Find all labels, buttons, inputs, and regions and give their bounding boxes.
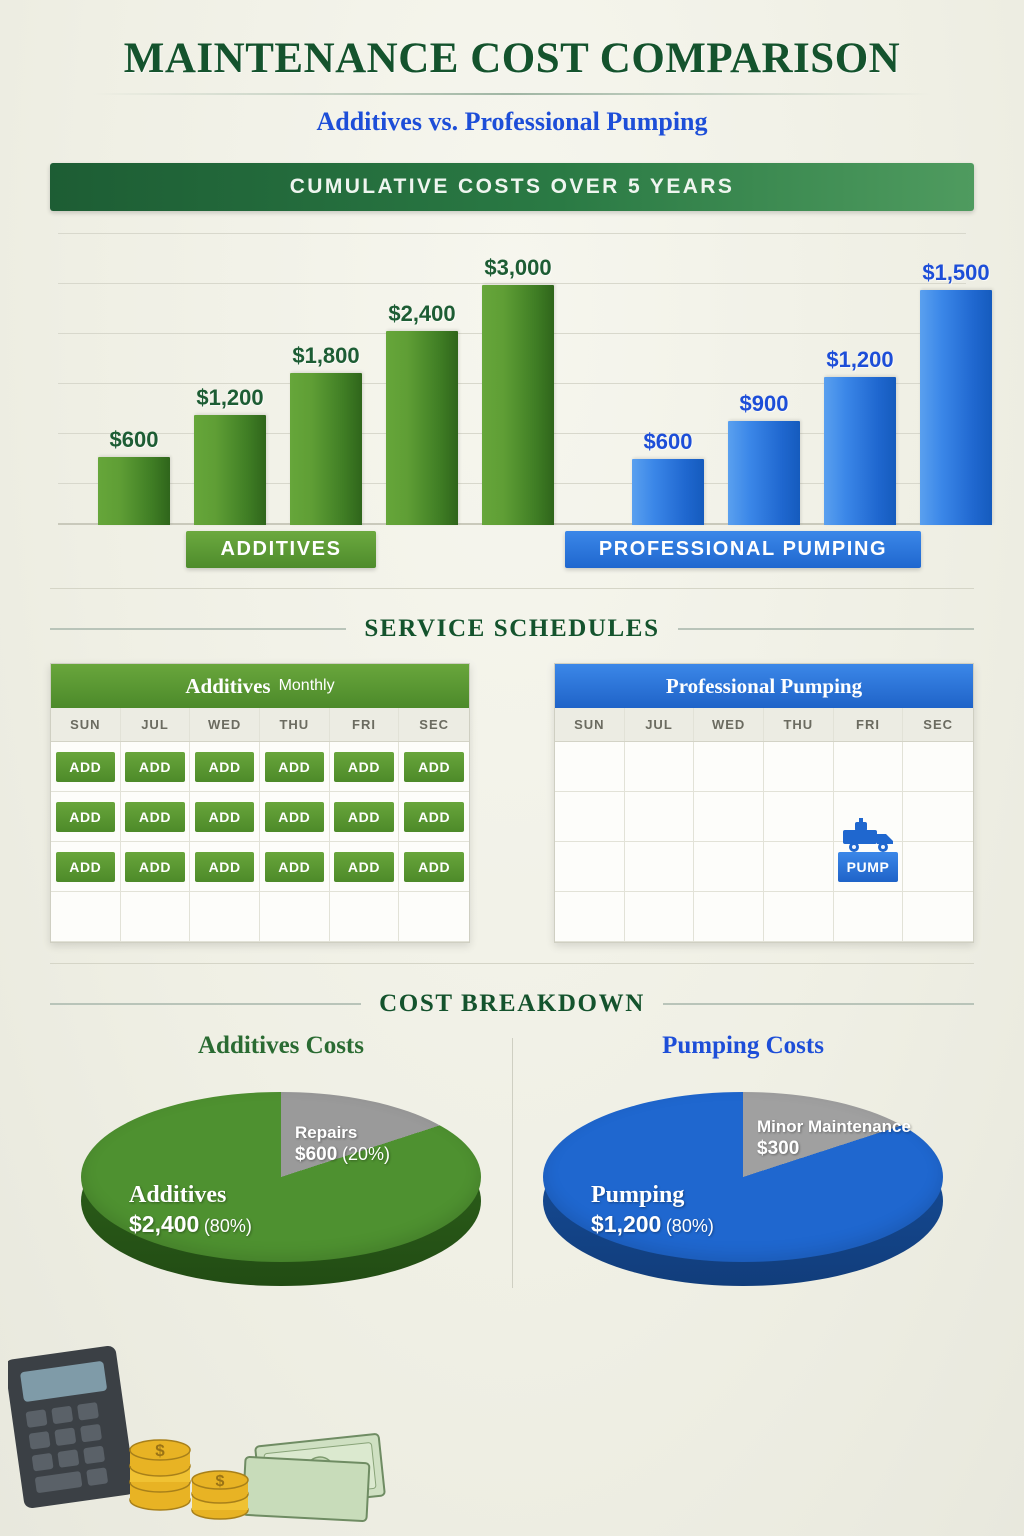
bar-pumping-year2 [728, 391, 800, 525]
calendar-cell-pump[interactable] [834, 842, 904, 892]
calendar-cell[interactable] [190, 842, 260, 892]
add-chip[interactable]: ADD [125, 752, 184, 782]
calendar-cell[interactable] [51, 842, 121, 892]
pie-slice-label-repairs [295, 1122, 390, 1167]
bar-additives-year2 [194, 385, 266, 525]
bar-additives-year1 [98, 427, 170, 525]
bar-slot [716, 225, 812, 525]
cost-breakdown-pies [50, 1032, 974, 1292]
calculator-icon [8, 1345, 136, 1509]
svg-text:$: $ [155, 1441, 165, 1460]
legend-item-pumping: PROFESSIONAL PUMPING [565, 531, 921, 568]
bar-value-label: $2,400 [388, 301, 456, 326]
pie-title: Pumping Costs [662, 1032, 824, 1059]
calendar-cell[interactable] [330, 792, 400, 842]
money-props-illustration [8, 1332, 388, 1522]
calendar-cell[interactable] [399, 842, 469, 892]
calendar-cell[interactable] [764, 892, 834, 942]
bar-value-label: $1,200 [196, 385, 264, 410]
calendar-cell[interactable] [903, 792, 973, 842]
pie-slice-percent: (20%) [342, 1144, 391, 1165]
add-chip[interactable]: ADD [404, 752, 464, 782]
calendar-cell[interactable] [121, 792, 191, 842]
calendar-cell[interactable] [625, 792, 695, 842]
pie-chart-additives [81, 1072, 481, 1292]
pie-slice-name: Additives [129, 1182, 227, 1208]
bar-slot [86, 225, 182, 525]
pie-slice-label-additives [129, 1180, 252, 1239]
add-chip[interactable]: ADD [334, 802, 393, 832]
add-chip[interactable]: ADD [195, 752, 254, 782]
bar-value-label: $600 [109, 427, 159, 452]
banknotes-icon [243, 1434, 385, 1522]
section-title: COST BREAKDOWN [379, 990, 645, 1017]
chart-legend [50, 531, 974, 568]
calendar-cell[interactable] [625, 892, 695, 942]
calendar-weekday-row [555, 708, 973, 742]
add-chip[interactable]: ADD [265, 852, 324, 882]
section-header-schedules [50, 615, 974, 643]
calendar-cell[interactable] [51, 892, 121, 942]
calendar-cell[interactable] [190, 792, 260, 842]
bar-pumping-year3 [824, 347, 896, 525]
chart-bars [50, 225, 990, 525]
pie-title: Additives Costs [198, 1032, 364, 1059]
calendar-cell[interactable] [694, 842, 764, 892]
weekday-label: WED [190, 708, 260, 741]
pie-slice-percent: (80%) [203, 1216, 252, 1236]
calendar-cell[interactable] [121, 842, 191, 892]
bar-slot [470, 225, 566, 525]
bar-value-label: $1,800 [292, 343, 360, 368]
add-chip[interactable]: ADD [334, 752, 393, 782]
calendar-cell[interactable] [330, 742, 400, 792]
calendar-subtitle: Monthly [278, 677, 335, 694]
calendar-cell[interactable] [190, 892, 260, 942]
calendar-cell[interactable] [555, 892, 625, 942]
bar-slot [812, 225, 908, 525]
section-title: SERVICE SCHEDULES [364, 615, 660, 642]
bar-value-label: $3,000 [484, 255, 552, 280]
weekday-label: JUL [121, 708, 191, 741]
add-chip[interactable]: ADD [125, 852, 184, 882]
pump-truck-icon [837, 816, 899, 854]
calendar-cell[interactable] [260, 842, 330, 892]
calendar-grid [51, 742, 469, 942]
pie-slice-amount: $300 [757, 1138, 800, 1160]
bar-value-label: $600 [643, 429, 693, 454]
calendar-title: Additives [185, 673, 271, 698]
bar-slot [620, 225, 716, 525]
weekday-label: SEC [923, 717, 954, 732]
pie-slice-name: Pumping [591, 1182, 685, 1208]
add-chip[interactable]: ADD [265, 752, 324, 782]
calendar-cell[interactable] [399, 892, 469, 942]
bar-group-pumping [620, 225, 1004, 525]
bar-slot [278, 225, 374, 525]
service-schedule-calendars [50, 663, 974, 943]
section-header-breakdown [50, 990, 974, 1018]
bar-value-label: $900 [739, 391, 789, 416]
title-divider [92, 93, 932, 95]
page-title: MAINTENANCE COST COMPARISON [123, 35, 901, 82]
bar-slot [908, 225, 1004, 525]
calendar-cell[interactable] [555, 792, 625, 842]
weekday-label: JUL [625, 708, 695, 741]
bar-pumping-year1 [632, 429, 704, 525]
pie-chart-pumping [543, 1072, 943, 1292]
calendar-cell[interactable] [694, 792, 764, 842]
calendar-cell[interactable] [555, 842, 625, 892]
bar-additives-year5 [482, 255, 554, 525]
pie-slice-name: Minor Maintenance [757, 1117, 911, 1136]
weekday-label: WED [694, 708, 764, 741]
bar-value-label: $1,500 [922, 260, 990, 285]
bar-slot [374, 225, 470, 525]
weekday-label: SEC [419, 717, 450, 732]
calendar-cell[interactable] [121, 742, 191, 792]
section-divider [50, 588, 974, 589]
calendar-cell[interactable] [764, 742, 834, 792]
pie-slice-label-pumping [591, 1180, 714, 1239]
section-divider [50, 963, 974, 964]
add-chip[interactable]: ADD [334, 852, 393, 882]
calendar-cell[interactable] [555, 742, 625, 792]
chart-banner-label: CUMULATIVE COSTS OVER 5 YEARS [289, 175, 735, 198]
bar-pumping-year4 [920, 260, 992, 525]
calendar-pumping [554, 663, 974, 943]
calendar-cell[interactable] [903, 842, 973, 892]
bar-additives-year3 [290, 343, 362, 525]
weekday-label: SUN [555, 708, 625, 741]
calendar-cell[interactable] [330, 892, 400, 942]
calendar-cell[interactable] [694, 892, 764, 942]
calendar-cell[interactable] [121, 892, 191, 942]
calendar-cell[interactable] [260, 892, 330, 942]
weekday-label: FRI [330, 708, 400, 741]
calendar-cell[interactable] [834, 892, 904, 942]
calendar-cell[interactable] [764, 792, 834, 842]
add-chip[interactable]: ADD [265, 802, 324, 832]
calendar-cell[interactable] [625, 742, 695, 792]
pie-slice-percent: (80%) [665, 1216, 714, 1236]
pie-slice-amount: $2,400 [129, 1211, 200, 1237]
calendar-header [555, 664, 973, 708]
pie-slice-label-minor [757, 1116, 911, 1161]
calendar-header [51, 664, 469, 708]
calendar-cell[interactable] [260, 792, 330, 842]
add-chip[interactable]: ADD [56, 752, 115, 782]
page-subtitle: Additives vs. Professional Pumping [316, 107, 708, 136]
calendar-cell[interactable] [260, 742, 330, 792]
calendar-cell[interactable] [399, 792, 469, 842]
calendar-grid [555, 742, 973, 942]
coin-stack-icon [130, 1440, 248, 1519]
chart-banner [50, 163, 974, 211]
pie-slice-amount: $600 [295, 1144, 338, 1166]
add-chip[interactable]: ADD [195, 802, 254, 832]
calendar-cell[interactable] [903, 892, 973, 942]
calendar-cell[interactable] [399, 742, 469, 792]
calendar-cell[interactable] [51, 742, 121, 792]
add-chip[interactable]: ADD [404, 802, 464, 832]
calendar-cell[interactable] [625, 842, 695, 892]
pie-slice-amount: $1,200 [591, 1211, 662, 1237]
weekday-label: THU [260, 708, 330, 741]
add-chip[interactable]: ADD [56, 802, 115, 832]
svg-text:$: $ [215, 1473, 225, 1490]
pie-slice-name: Repairs [295, 1123, 358, 1142]
calendar-additives [50, 663, 470, 943]
calendar-title: Professional Pumping [665, 673, 863, 698]
legend-item-additives: ADDITIVES [186, 531, 375, 568]
bar-group-additives [86, 225, 566, 525]
calendar-cell[interactable] [190, 742, 260, 792]
bar-slot [182, 225, 278, 525]
weekday-label: THU [764, 708, 834, 741]
add-chip[interactable]: ADD [56, 852, 115, 882]
calendar-cell[interactable] [764, 842, 834, 892]
pump-chip[interactable]: PUMP [838, 852, 897, 882]
weekday-label: SUN [51, 708, 121, 741]
bar-additives-year4 [386, 301, 458, 525]
calendar-weekday-row [51, 708, 469, 742]
calendar-cell[interactable] [694, 742, 764, 792]
add-chip[interactable]: ADD [195, 852, 254, 882]
calendar-cell[interactable] [330, 842, 400, 892]
calendar-cell[interactable] [51, 792, 121, 842]
add-chip[interactable]: ADD [125, 802, 184, 832]
pie-additives [50, 1032, 512, 1292]
calendar-cell[interactable] [903, 742, 973, 792]
weekday-label: FRI [834, 708, 904, 741]
add-chip[interactable]: ADD [404, 852, 464, 882]
bar-value-label: $1,200 [826, 347, 894, 372]
bar-chart [50, 225, 990, 525]
pie-pumping [512, 1032, 974, 1292]
calendar-cell[interactable] [834, 742, 904, 792]
